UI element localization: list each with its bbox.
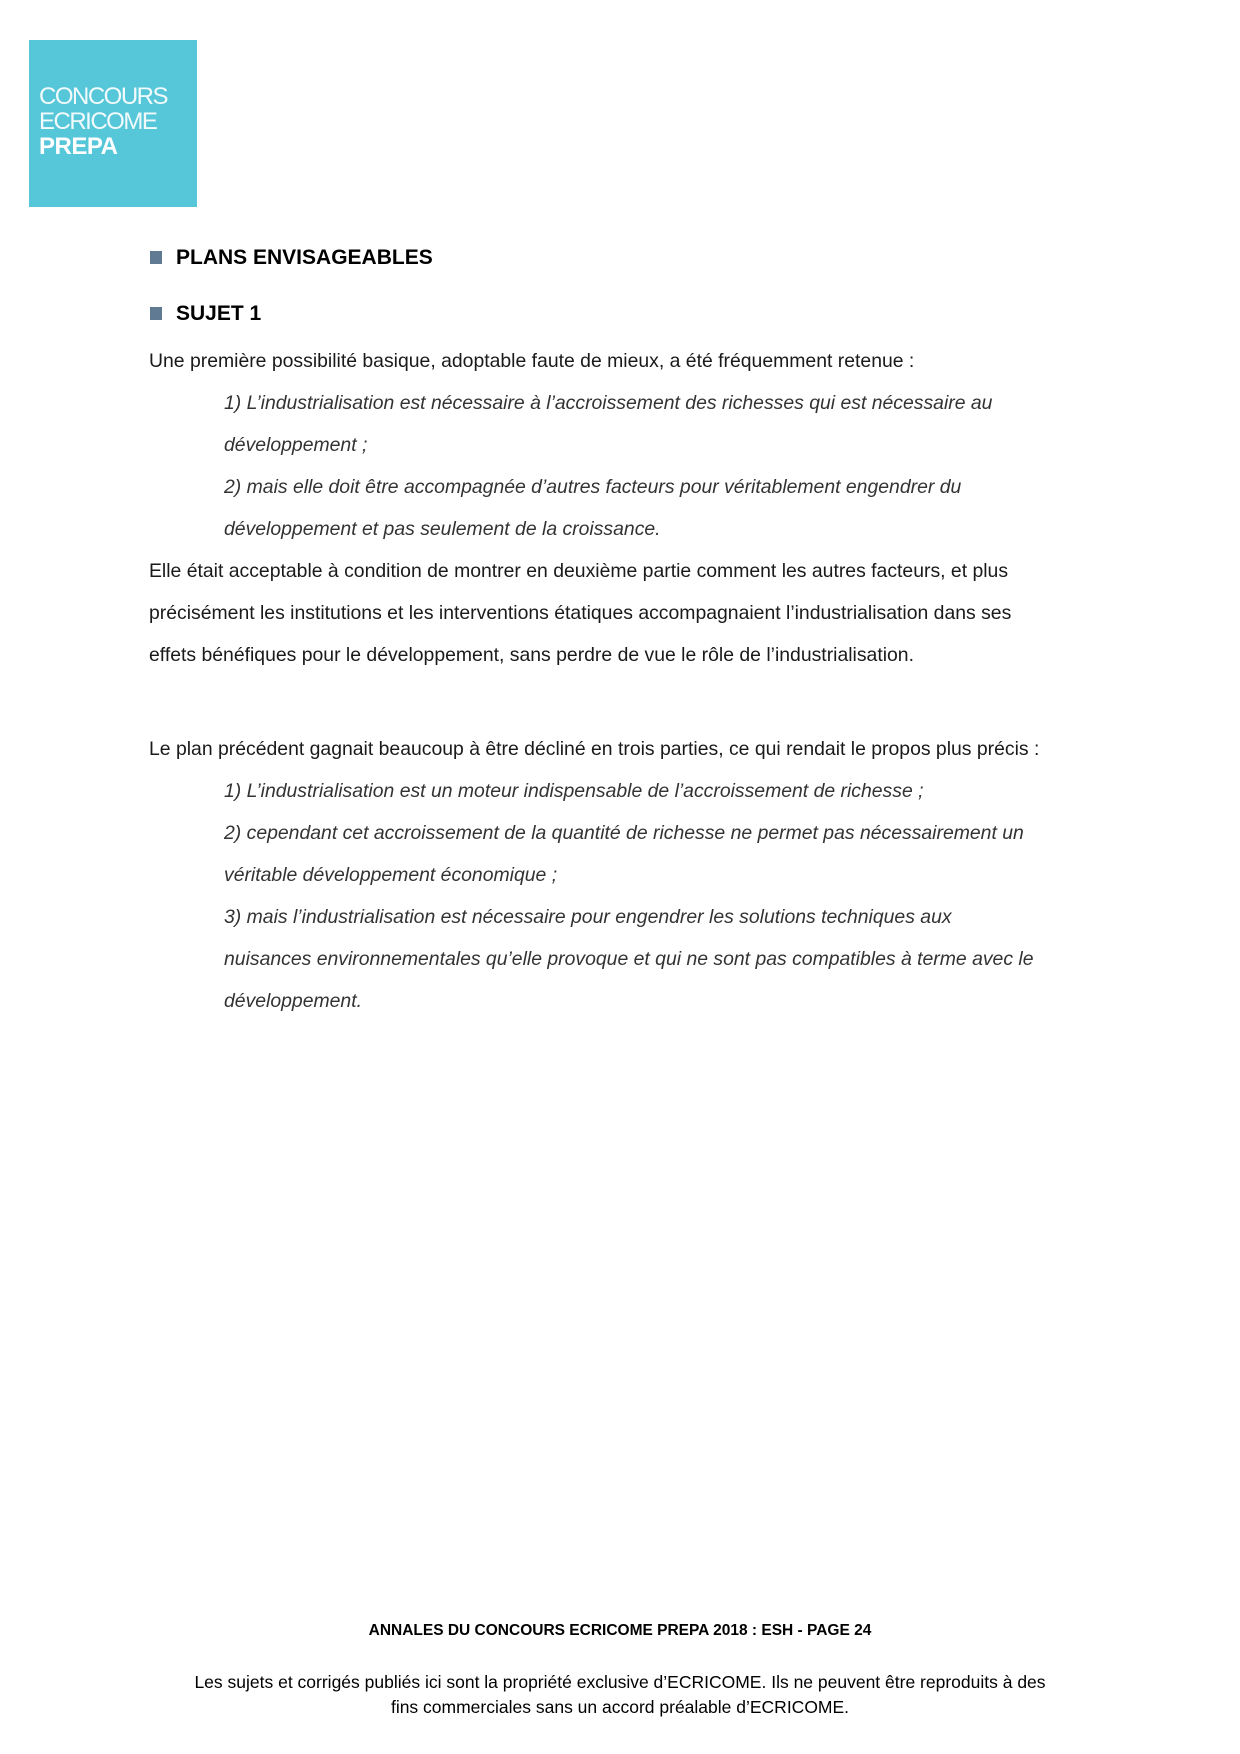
section-heading-sujet — [150, 302, 261, 326]
list-item: 1) L’industrialisation est nécessaire à l’accroissement des richesses qui est nécessaire au — [224, 392, 993, 414]
heading-text: PLANS ENVISAGEABLES — [176, 246, 433, 269]
list-item-continuation: développement. — [224, 990, 362, 1012]
intro-paragraph — [149, 340, 1109, 382]
footer-note-line: fins commerciales sans un accord préalable d’ECRICOME. — [390, 1697, 850, 1717]
paragraph-line: effets bénéfiques pour le développement, sans perdre de vue le rôle de l’industrialisation. — [149, 644, 914, 666]
paragraph-line: Elle était acceptable à condition de montrer en deuxième partie comment les autres facteurs, et plus — [149, 560, 1009, 582]
list-item: 3) mais l’industrialisation est nécessaire pour engendrer les solutions techniques aux — [224, 906, 952, 928]
square-bullet-icon — [150, 307, 162, 320]
list-item-continuation: développement et pas seulement de la croissance. — [224, 518, 661, 540]
footer-note-line: Les sujets et corrigés publiés ici sont la propriété exclusive d’ECRICOME. Ils ne peuvent être reproduits à des — [194, 1672, 1046, 1692]
plan-two-list — [224, 770, 1104, 1022]
logo-line-ecricome: ECRICOME — [39, 108, 157, 135]
footer-page-title: ANNALES DU CONCOURS ECRICOME PREPA 2018 : ESH - PAGE 24 — [368, 1622, 872, 1639]
intro2-paragraph — [149, 728, 1109, 770]
list-item-continuation: nuisances environnementales qu’elle provoque et qui ne sont pas compatibles à terme avec le — [224, 948, 1034, 970]
logo-line-prepa: PREPA — [39, 133, 118, 160]
intro-text: Une première possibilité basique, adoptable faute de mieux, a été fréquemment retenue : — [149, 350, 915, 372]
list-item-continuation: véritable développement économique ; — [224, 864, 558, 886]
plan-one-list — [224, 382, 1104, 550]
square-bullet-icon — [150, 251, 162, 264]
intro2-text: Le plan précédent gagnait beaucoup à être décliné en trois parties, ce qui rendait le propos plus précis : — [149, 738, 1040, 760]
logo-line-concours: CONCOURS — [39, 83, 168, 110]
list-item-continuation: développement ; — [224, 434, 368, 456]
comment-paragraph — [149, 550, 1109, 676]
paragraph-line: précisément les institutions et les interventions étatiques accompagnaient l’industrialisation dans ses — [149, 602, 1012, 624]
section-heading-plans — [150, 246, 433, 270]
heading-text: SUJET 1 — [176, 302, 262, 325]
list-item: 2) mais elle doit être accompagnée d’autres facteurs pour véritablement engendrer du — [224, 476, 962, 498]
list-item: 1) L’industrialisation est un moteur indispensable de l’accroissement de richesse ; — [224, 780, 924, 802]
footer-copyright-note — [120, 1670, 1120, 1720]
list-item: 2) cependant cet accroissement de la quantité de richesse ne permet pas nécessairement un — [224, 822, 1024, 844]
ecricome-logo — [29, 40, 197, 207]
